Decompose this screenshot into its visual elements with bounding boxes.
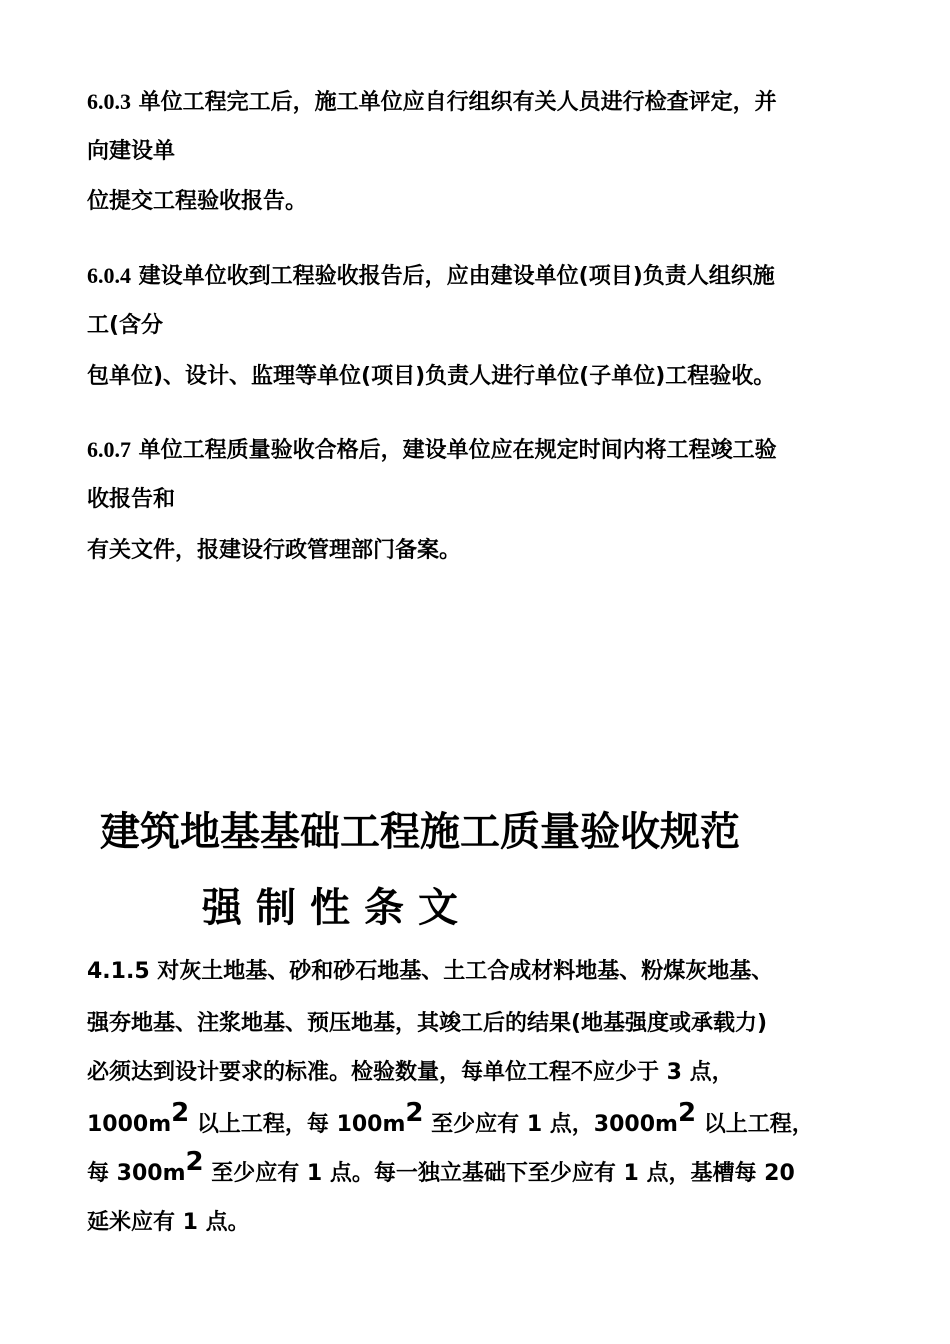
document-subtitle: 强制性条文	[202, 885, 472, 931]
section-number: 6.0.3	[87, 89, 131, 114]
section-number: 6.0.7	[87, 437, 131, 462]
document-title: 建筑地基基础工程施工质量验收规范	[100, 809, 740, 855]
section-6-0-4-line-3: 包单位)、设计、监理等单位(项目)负责人进行单位(子单位)工程验收。	[87, 364, 776, 389]
section-6-0-4-line-2: 工(含分	[87, 313, 164, 338]
clause-line-3: 必须达到设计要求的标准。检验数量，每单位工程不应少于 3 点，	[87, 1060, 734, 1085]
superscript: 2	[185, 1146, 204, 1177]
section-6-0-3-line-2: 向建设单	[87, 139, 176, 164]
section-6-0-7-line-3: 有关文件，报建设行政管理部门备案。	[87, 538, 462, 563]
section-6-0-7-line-1	[87, 439, 777, 462]
clause-text: 至少应有 1 点，3000m	[423, 1112, 678, 1137]
clause-text: 至少应有 1 点。每一独立基础下至少应有 1 点，基槽每 20	[203, 1161, 795, 1186]
section-6-0-3-line-1	[87, 91, 777, 114]
section-6-0-7-line-2: 收报告和	[87, 487, 176, 512]
superscript: 2	[677, 1097, 697, 1128]
clause-line-4	[87, 1097, 814, 1137]
section-text: 单位工程完工后，施工单位应自行组织有关人员进行检查评定，并	[138, 90, 777, 115]
clause-text: 以上工程，每 100m	[189, 1112, 406, 1137]
clause-text: 1000m	[87, 1112, 172, 1137]
section-text: 建设单位收到工程验收报告后，应由建设单位(项目)负责人组织施	[138, 264, 775, 289]
clause-text: 每 300m	[87, 1161, 186, 1186]
clause-line-5	[87, 1146, 795, 1186]
section-6-0-4-line-1	[87, 265, 775, 288]
section-number: 6.0.4	[87, 263, 131, 288]
superscript: 2	[171, 1097, 190, 1128]
clause-line-1: 4.1.5 对灰土地基、砂和砂石地基、土工合成材料地基、粉煤灰地基、	[87, 959, 774, 984]
clause-line-6: 延米应有 1 点。	[87, 1210, 250, 1235]
section-6-0-3-line-3: 位提交工程验收报告。	[87, 189, 308, 214]
section-text: 单位工程质量验收合格后，建设单位应在规定时间内将工程竣工验	[138, 438, 777, 463]
clause-text: 以上工程，	[696, 1112, 814, 1137]
clause-line-2: 强夯地基、注浆地基、预压地基，其竣工后的结果(地基强度或承载力)	[87, 1011, 768, 1036]
superscript: 2	[405, 1097, 424, 1128]
